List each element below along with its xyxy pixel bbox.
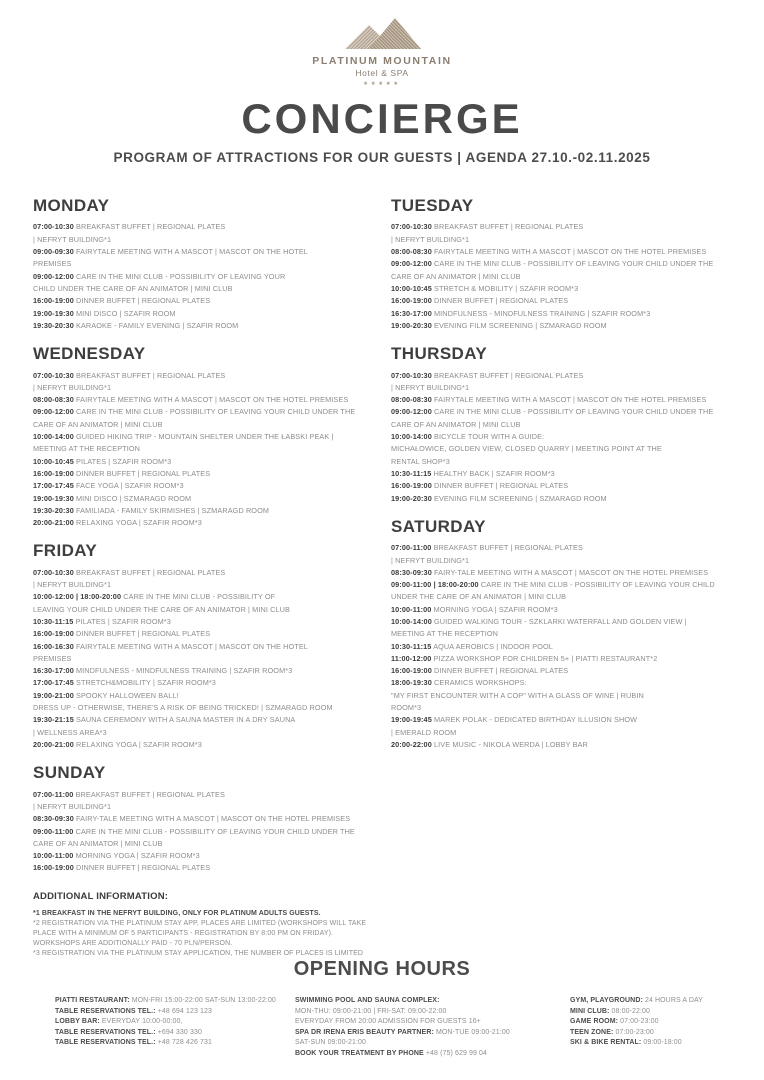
opening-hours-line <box>295 1028 570 1039</box>
event-time: 08:30-09:30 <box>391 567 432 577</box>
opening-hours-label: MINI CLUB: <box>570 1007 610 1015</box>
event-time: 16:00-19:00 <box>33 468 74 478</box>
opening-hours-column-3 <box>570 996 728 1060</box>
event-description: MORNING YOGA | SZAFIR ROOM*3 <box>433 604 558 614</box>
event-time: 19:00-20:30 <box>391 493 432 503</box>
day-section-saturday <box>391 517 731 751</box>
event-line <box>33 505 373 517</box>
event-time: 16:00-19:00 <box>33 296 74 306</box>
event-time: 08:00-08:30 <box>391 247 432 257</box>
footnote: *1 BREAKFAST IN THE NEFRYT BUILDING, ONLY FOR PLATINUM ADULTS GUESTS. <box>33 909 321 917</box>
event-line <box>33 739 373 751</box>
event-time: 10:00-14:00 <box>391 432 432 442</box>
event-time: 20:00-22:00 <box>391 739 432 749</box>
event-line <box>33 591 373 616</box>
event-description: BREAKFAST BUFFET | REGIONAL PLATES | NEFRYT BUILDING*1 <box>391 222 584 244</box>
event-time: 09:00-09:30 <box>33 247 74 257</box>
opening-hours-value: MON-FRI 15:00-22:00 SAT-SUN 13:00-22:00 <box>131 997 276 1004</box>
event-line <box>33 246 373 271</box>
event-time: 20:00-21:00 <box>33 739 74 749</box>
event-line <box>391 480 731 492</box>
event-time: 19:00-20:30 <box>391 320 432 330</box>
event-line <box>391 739 731 751</box>
event-description: KARAOKE - FAMILY EVENING | SZAFIR ROOM <box>76 320 239 330</box>
opening-hours-line <box>295 1007 570 1018</box>
page-title: CONCIERGE <box>241 95 523 142</box>
event-description: CARE IN THE MINI CLUB - POSSIBILITY OF LEAVING YOUR CHILD UNDER THE CARE OF AN ANIMATOR | MINI CLUB <box>391 580 715 602</box>
event-line <box>391 295 731 307</box>
event-time: 09:00-11:00 | 18:00-20:00 <box>391 580 479 590</box>
event-description: MAREK POLAK - DEDICATED BIRTHDAY ILLUSION SHOW | EMERALD ROOM <box>391 715 638 737</box>
event-description: MINI DISCO | SZAFIR ROOM <box>76 308 176 318</box>
event-description: DINNER BUFFET | REGIONAL PLATES <box>434 296 569 306</box>
event-description: PILATES | SZAFIR ROOM*3 <box>76 456 172 466</box>
event-description: DINNER BUFFET | REGIONAL PLATES <box>76 296 211 306</box>
opening-hours-label: TABLE RESERVATIONS TEL.: <box>55 1007 156 1015</box>
event-description: CARE IN THE MINI CLUB - POSSIBILITY OF LEAVING YOUR CHILD UNDER THE CARE OF AN ANIMATOR | MINI CLUB <box>391 259 714 281</box>
event-description: GUIDED WALKING TOUR - SZKLARKI WATERFALL AND GOLDEN VIEW | MEETING AT THE RECEPTION <box>391 616 687 639</box>
event-time: 19:30-20:30 <box>33 505 74 515</box>
event-description: FAIRY-TALE MEETING WITH A MASCOT | MASCOT ON THE HOTEL PREMISES <box>76 814 351 824</box>
event-time: 09:00-12:00 <box>391 259 432 269</box>
day-section-sunday <box>33 763 373 874</box>
event-description: CARE IN THE MINI CLUB - POSSIBILITY OF LEAVING YOUR CHILD UNDER THE CARE OF AN ANIMATOR | MINI CLUB <box>33 592 290 614</box>
event-description: STRETCH&MOBILITY | SZAFIR ROOM*3 <box>76 678 216 688</box>
event-line <box>33 862 373 874</box>
opening-hours-line <box>570 1007 728 1018</box>
event-line <box>33 677 373 689</box>
event-description: BICYCLE TOUR WITH A GUIDE: MICHAŁOWICE, GOLDEN VIEW, CLOSED QUARRY | MEETING POINT AT THE RENTAL SHOP*3 <box>391 432 662 466</box>
opening-hours-label: SWIMMING POOL AND SAUNA COMPLEX: <box>295 997 440 1004</box>
event-description: LIVE MUSIC - NIKOLA WERDA | LOBBY BAR <box>434 739 588 749</box>
event-line <box>33 690 373 715</box>
weekly-schedule <box>0 196 764 959</box>
event-time: 10:00-12:00 | 18:00-20:00 <box>33 592 122 602</box>
event-time: 09:00-11:00 <box>33 826 74 836</box>
brand-name: PLATINUM MOUNTAIN <box>312 55 452 67</box>
opening-hours-line <box>295 1017 570 1028</box>
footnote: *2 REGISTRATION VIA THE PLATINUM STAY APP, PLACES ARE LIMITED (WORKSHOPS WILL TAKE PLACE WITH A MINIMUM OF 5 PARTICIPANTS - REGISTRATION BY 8:00 PM ON FRIDAY). WORKSHOPS ARE ADDITIONALLY PAID - 70 PLN/PERSON. <box>33 919 367 947</box>
event-line <box>33 394 373 406</box>
event-description: FAIRYTALE MEETING WITH A MASCOT | MASCOT ON THE HOTEL PREMISES <box>33 641 308 663</box>
event-description: FAIRYTALE MEETING WITH A MASCOT | MASCOT ON THE HOTEL PREMISES <box>76 395 349 405</box>
event-line <box>391 308 731 320</box>
event-line <box>391 221 731 246</box>
event-description: PILATES | SZAFIR ROOM*3 <box>75 616 171 626</box>
opening-hours-line <box>55 1038 295 1049</box>
event-time: 16:00-19:00 <box>391 481 432 491</box>
opening-hours-line <box>570 996 728 1007</box>
event-time: 10:00-14:00 <box>33 432 74 442</box>
event-line <box>33 308 373 320</box>
event-line <box>33 221 373 246</box>
event-line <box>33 271 373 296</box>
opening-hours-line <box>55 1017 295 1028</box>
event-description: FAMILIADA - FAMILY SKIRMISHES | SZMARAGD ROOM <box>76 505 270 515</box>
event-time: 07:00-11:00 <box>391 543 432 553</box>
event-line <box>33 493 373 505</box>
event-time: 10:30-11:15 <box>33 616 74 626</box>
event-time: 10:00-11:00 <box>391 604 432 614</box>
event-time: 16:00-16:30 <box>33 641 74 651</box>
event-description: BREAKFAST BUFFET | REGIONAL PLATES | NEFRYT BUILDING*1 <box>33 222 226 244</box>
event-time: 16:00-19:00 <box>391 296 432 306</box>
event-line <box>33 468 373 480</box>
event-line <box>33 406 373 431</box>
opening-hours-label: SPA DR IRENA ERIS BEAUTY PARTNER: <box>295 1028 434 1036</box>
event-description: SPOOKY HALLOWEEN BALL! DRESS UP - OTHERWISE, THERE'S A RISK OF BEING TRICKED! | SZMARAGD ROOM <box>33 690 333 713</box>
event-line <box>33 567 373 592</box>
event-description: FAIRYTALE MEETING WITH A MASCOT | MASCOT ON THE HOTEL PREMISES <box>434 395 707 405</box>
event-line <box>33 616 373 628</box>
event-time: 10:30-11:15 <box>391 468 432 478</box>
event-description: RELAXING YOGA | SZAFIR ROOM*3 <box>76 739 202 749</box>
additional-information-heading: ADDITIONAL INFORMATION: <box>33 890 169 902</box>
opening-hours-label: BOOK YOUR TREATMENT BY PHONE <box>295 1049 424 1057</box>
event-line <box>33 370 373 395</box>
event-line <box>33 641 373 666</box>
event-description: BREAKFAST BUFFET | REGIONAL PLATES | NEFRYT BUILDING*1 <box>33 567 226 590</box>
page-subtitle: PROGRAM OF ATTRACTIONS FOR OUR GUESTS | AGENDA 27.10.-02.11.2025 <box>113 150 651 166</box>
event-time: 10:30-11:15 <box>391 641 432 651</box>
event-time: 17:00-17:45 <box>33 481 74 491</box>
event-description: CARE IN THE MINI CLUB - POSSIBILITY OF LEAVING YOUR CHILD UNDER THE CARE OF AN ANIMATOR | MINI CLUB <box>33 407 356 429</box>
event-description: CARE IN THE MINI CLUB - POSSIBILITY OF LEAVING YOUR CHILD UNDER THE CARE OF AN ANIMATOR | MINI CLUB <box>33 826 355 848</box>
event-line <box>391 394 731 406</box>
event-time: 18:00-19:30 <box>391 678 432 688</box>
event-line <box>391 665 731 677</box>
event-time: 09:00-12:00 <box>33 407 74 417</box>
day-heading: SATURDAY <box>391 516 486 536</box>
event-description: SAUNA CEREMONY WITH A SAUNA MASTER IN A DRY SAUNA | WELLNESS AREA*3 <box>33 715 296 737</box>
event-line <box>33 826 373 851</box>
event-time: 08:00-08:30 <box>391 395 432 405</box>
opening-hours-label: GAME ROOM: <box>570 1018 619 1026</box>
opening-hours-value: 24 HOURS A DAY <box>644 997 704 1004</box>
opening-hours-line <box>295 1049 570 1060</box>
opening-hours-label: TEEN ZONE: <box>570 1028 614 1036</box>
event-time: 07:00-10:30 <box>33 222 74 232</box>
event-description: GUIDED HIKING TRIP - MOUNTAIN SHELTER UNDER THE ŁABSKI PEAK | MEETING AT THE RECEPTION <box>33 432 334 454</box>
opening-hours-value: +694 330 330 <box>157 1028 202 1036</box>
right-column <box>391 196 731 959</box>
opening-hours-column-1 <box>55 996 295 1060</box>
event-line <box>391 431 731 468</box>
event-time: 19:30-20:30 <box>33 320 74 330</box>
event-line <box>391 493 731 505</box>
event-time: 07:00-10:30 <box>33 370 74 380</box>
opening-hours-value: MON-TUE 09:00-21:00 <box>435 1028 510 1036</box>
event-line <box>391 258 731 283</box>
opening-hours-value: 07:00-23:00 <box>620 1018 659 1026</box>
opening-hours-column-2 <box>295 996 570 1060</box>
event-time: 20:00-21:00 <box>33 518 74 528</box>
event-time: 09:00-12:00 <box>391 407 432 417</box>
opening-hours-value: 09:00-18:00 <box>643 1039 682 1047</box>
opening-hours-label: GYM, PLAYGROUND: <box>570 997 643 1004</box>
event-line <box>391 567 731 579</box>
day-heading: TUESDAY <box>391 196 474 216</box>
event-description: FAIRYTALE MEETING WITH A MASCOT | MASCOT ON THE HOTEL PREMISES <box>33 247 308 269</box>
event-time: 19:00-21:00 <box>33 690 74 700</box>
event-line <box>33 628 373 640</box>
event-time: 16:00-19:00 <box>391 666 432 676</box>
day-section-monday <box>33 196 373 332</box>
brand-tagline: Hotel & SPA <box>355 68 409 78</box>
event-description: DINNER BUFFET | REGIONAL PLATES <box>76 468 211 478</box>
event-line <box>391 406 731 431</box>
opening-hours-label: SKI & BIKE RENTAL: <box>570 1039 642 1047</box>
day-heading: SUNDAY <box>33 763 106 783</box>
event-line <box>33 665 373 677</box>
event-line <box>391 542 731 567</box>
event-time: 10:00-14:00 <box>391 616 432 626</box>
additional-information <box>33 891 373 959</box>
event-time: 19:00-19:30 <box>33 493 74 503</box>
opening-hours-line <box>570 1038 728 1049</box>
day-section-friday <box>33 541 373 751</box>
event-time: 19:30-21:15 <box>33 715 74 725</box>
event-time: 10:00-10:45 <box>391 283 432 293</box>
day-heading: THURSDAY <box>391 344 488 364</box>
left-column <box>33 196 373 959</box>
event-line <box>391 579 731 604</box>
day-heading: FRIDAY <box>33 541 98 561</box>
event-line <box>391 677 731 714</box>
event-time: 08:00-08:30 <box>33 395 74 405</box>
event-time: 08:30-09:30 <box>33 814 74 824</box>
event-time: 16:30-17:00 <box>33 666 74 676</box>
opening-hours-label: PIATTI RESTAURANT: <box>55 997 130 1004</box>
event-description: AQUA AEROBICS | INDOOR POOL <box>433 641 553 651</box>
additional-information-notes <box>33 909 373 959</box>
event-description: MINI DISCO | SZMARAGD ROOM <box>76 493 192 503</box>
event-line <box>33 789 373 814</box>
opening-hours-value: SAT-SUN 09:00-21:00 <box>295 1039 367 1047</box>
event-description: CERAMICS WORKSHOPS: "MY FIRST ENCOUNTER WITH A COP" WITH A GLASS OF WINE | RUBIN ROOM*3 <box>391 678 644 713</box>
day-heading: MONDAY <box>33 196 110 216</box>
day-section-thursday <box>391 344 731 505</box>
event-description: PIZZA WORKSHOP FOR CHILDREN 5+ | PIATTI RESTAURANT*2 <box>433 653 658 663</box>
opening-hours <box>0 958 764 1060</box>
event-time: 09:00-12:00 <box>33 271 74 281</box>
event-line <box>391 320 731 332</box>
event-time: 17:00-17:45 <box>33 678 74 688</box>
event-line <box>391 283 731 295</box>
event-line <box>391 468 731 480</box>
opening-hours-line <box>55 1028 295 1039</box>
event-description: BREAKFAST BUFFET | REGIONAL PLATES | NEFRYT BUILDING*1 <box>391 543 583 565</box>
event-description: BREAKFAST BUFFET | REGIONAL PLATES | NEFRYT BUILDING*1 <box>33 789 225 811</box>
event-line <box>391 641 731 653</box>
event-description: HEALTHY BACK | SZAFIR ROOM*3 <box>433 468 555 478</box>
day-section-tuesday <box>391 196 731 332</box>
opening-hours-title: OPENING HOURS <box>293 958 471 980</box>
day-section-wednesday <box>33 344 373 529</box>
day-heading: WEDNESDAY <box>33 344 146 364</box>
event-description: BREAKFAST BUFFET | REGIONAL PLATES | NEFRYT BUILDING*1 <box>391 370 584 392</box>
event-line <box>33 517 373 529</box>
event-description: STRETCH & MOBILITY | SZAFIR ROOM*3 <box>434 283 579 293</box>
event-time: 10:00-11:00 <box>33 851 74 861</box>
event-description: FAIRYTALE MEETING WITH A MASCOT | MASCOT ON THE HOTEL PREMISES <box>434 247 707 257</box>
event-description: FACE YOGA | SZAFIR ROOM*3 <box>76 481 184 491</box>
event-line <box>33 850 373 862</box>
event-description: MINDFULNESS - MINDFULNESS TRAINING | SZAFIR ROOM*3 <box>76 666 293 676</box>
opening-hours-line <box>295 996 570 1007</box>
opening-hours-line <box>55 996 295 1007</box>
opening-hours-columns <box>0 996 764 1060</box>
event-time: 19:00-19:45 <box>391 715 432 725</box>
event-time: 16:30-17:00 <box>391 308 432 318</box>
event-time: 11:00-12:00 <box>391 653 432 663</box>
event-line <box>391 714 731 739</box>
event-description: DINNER BUFFET | REGIONAL PLATES <box>76 863 211 873</box>
event-description: RELAXING YOGA | SZAFIR ROOM*3 <box>76 518 202 528</box>
opening-hours-value: +48 728 426 731 <box>157 1039 212 1047</box>
event-time: 07:00-10:30 <box>391 222 432 232</box>
event-line <box>391 604 731 616</box>
footnote: *3 REGISTRATION VIA THE PLATINUM STAY APPLICATION, THE NUMBER OF PLACES IS LIMITED <box>33 949 364 957</box>
opening-hours-value: 08:00-22:00 <box>611 1007 651 1015</box>
event-description: DINNER BUFFET | REGIONAL PLATES <box>434 666 569 676</box>
event-description: CARE IN THE MINI CLUB - POSSIBILITY OF LEAVING YOUR CHILD UNDER THE CARE OF AN ANIMATOR | MINI CLUB <box>33 271 286 293</box>
event-description: DINNER BUFFET | REGIONAL PLATES <box>434 481 569 491</box>
event-line <box>391 653 731 665</box>
opening-hours-label: TABLE RESERVATIONS TEL.: <box>55 1039 156 1047</box>
event-time: 07:00-10:30 <box>391 370 432 380</box>
event-time: 19:00-19:30 <box>33 308 74 318</box>
event-line <box>33 456 373 468</box>
opening-hours-line <box>55 1007 295 1018</box>
event-description: MORNING YOGA | SZAFIR ROOM*3 <box>75 851 200 861</box>
event-line <box>391 370 731 395</box>
opening-hours-label: TABLE RESERVATIONS TEL.: <box>55 1028 156 1036</box>
event-line <box>33 813 373 825</box>
header <box>0 0 764 165</box>
opening-hours-value: EVERYDAY FROM 20:00 ADMISSION FOR GUESTS 16+ <box>295 1018 481 1026</box>
opening-hours-label: LOBBY BAR: <box>55 1018 100 1026</box>
five-stars-icon: ★★★★★ <box>363 81 401 87</box>
event-description: MINDFULNESS - MINDFULNESS TRAINING | SZAFIR ROOM*3 <box>434 308 651 318</box>
hotel-logo <box>0 16 764 87</box>
event-description: EVENING FILM SCREENING | SZMARAGD ROOM <box>434 493 607 503</box>
event-description: CARE IN THE MINI CLUB - POSSIBILITY OF LEAVING YOUR CHILD UNDER THE CARE OF AN ANIMATOR | MINI CLUB <box>391 407 714 429</box>
event-time: 07:00-10:30 <box>33 567 74 577</box>
event-description: EVENING FILM SCREENING | SZMARAGD ROOM <box>434 320 607 330</box>
opening-hours-line <box>570 1017 728 1028</box>
opening-hours-value: +48 694 123 123 <box>157 1007 212 1015</box>
event-time: 10:00-10:45 <box>33 456 74 466</box>
right-day-sections <box>391 196 731 751</box>
left-day-sections <box>33 196 373 875</box>
opening-hours-value: MON-THU: 09:00-21:00 | FRI-SAT: 09:00-22:00 <box>295 1007 447 1015</box>
event-time: 16:00-19:00 <box>33 629 74 639</box>
event-line <box>33 320 373 332</box>
event-line <box>33 295 373 307</box>
opening-hours-value: 07:00-23:00 <box>615 1028 654 1036</box>
mountain-logo-icon <box>341 16 423 50</box>
event-time: 16:00-19:00 <box>33 863 74 873</box>
event-line <box>391 246 731 258</box>
event-line <box>33 714 373 739</box>
event-line <box>391 616 731 641</box>
opening-hours-value: EVERYDAY 10:00-00:00, <box>101 1018 183 1026</box>
opening-hours-line <box>570 1028 728 1039</box>
event-description: DINNER BUFFET | REGIONAL PLATES <box>76 629 211 639</box>
event-line <box>33 480 373 492</box>
event-line <box>33 431 373 456</box>
event-description: BREAKFAST BUFFET | REGIONAL PLATES | NEFRYT BUILDING*1 <box>33 370 226 392</box>
opening-hours-line <box>295 1038 570 1049</box>
opening-hours-value: +48 (75) 629 99 04 <box>425 1049 488 1057</box>
event-description: FAIRY-TALE MEETING WITH A MASCOT | MASCOT ON THE HOTEL PREMISES <box>434 567 709 577</box>
event-time: 07:00-11:00 <box>33 789 74 799</box>
